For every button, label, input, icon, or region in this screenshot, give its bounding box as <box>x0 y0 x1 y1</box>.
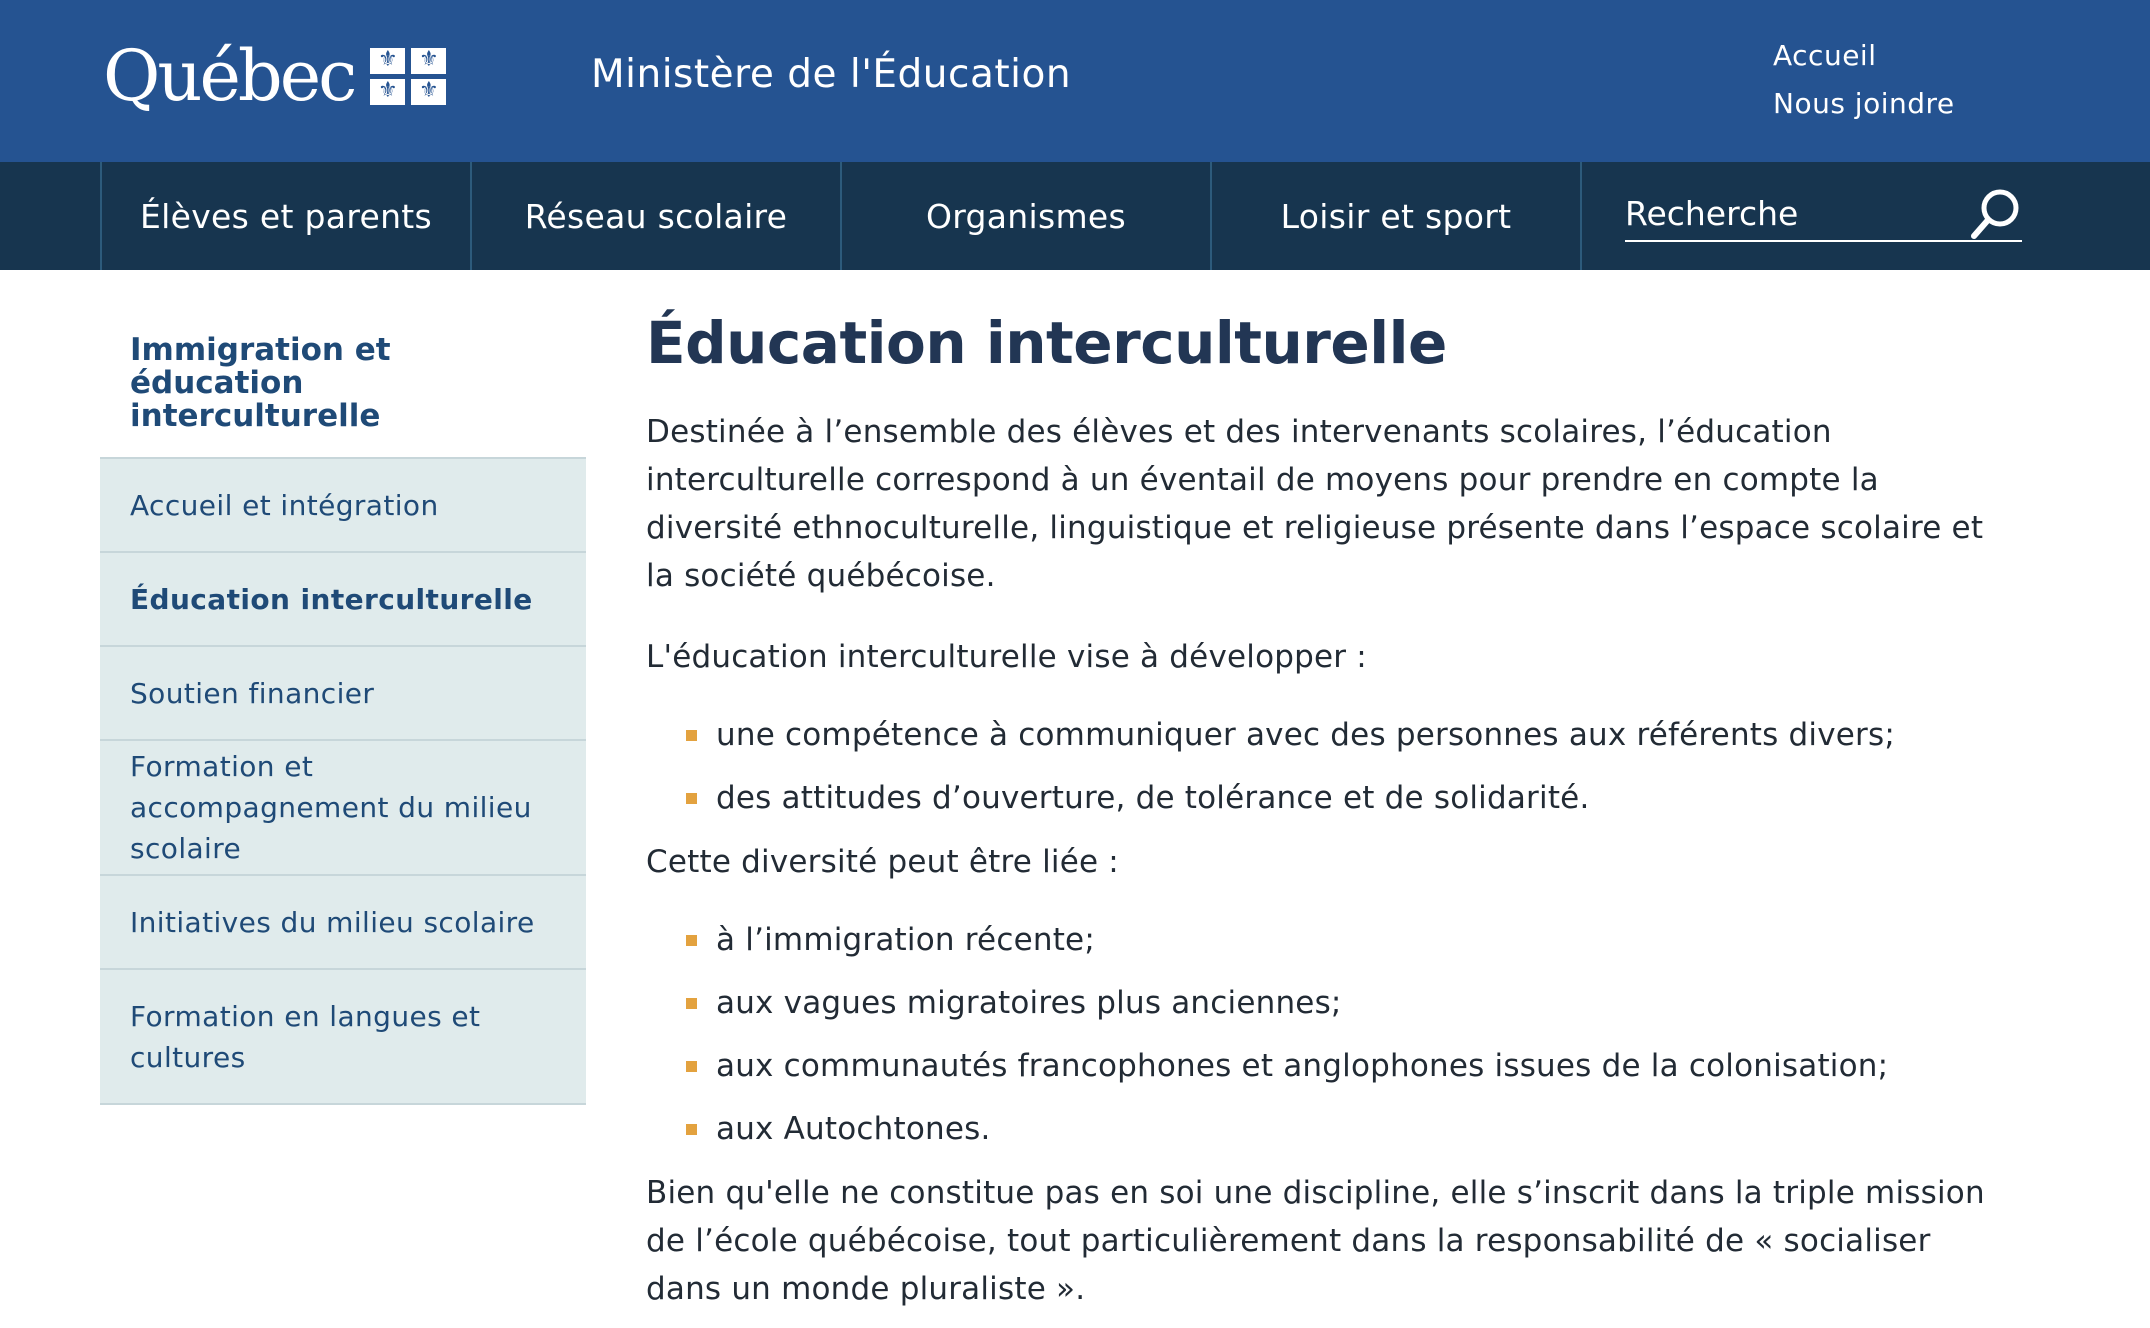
sidebar-item-formation-accompagnement[interactable]: Formation et accompagnement du milieu scolaire <box>100 741 586 876</box>
sidebar-item-initiatives[interactable]: Initiatives du milieu scolaire <box>100 876 586 970</box>
list-item: à l’immigration récente; <box>716 916 1986 964</box>
page-title: Éducation interculturelle <box>646 309 1447 377</box>
nav-item-organismes[interactable]: Organismes <box>840 162 1210 270</box>
quebec-logo[interactable] <box>103 36 446 116</box>
utility-links <box>1773 32 1955 128</box>
closing-paragraph: Bien qu'elle ne constitue pas en soi une discipline, elle s’inscrit dans la triple mission de l’école québécoise, tout particulièrement dans la responsabilité de « socialiser dans un monde pluraliste ». <box>646 1175 1985 1307</box>
list-item: des attitudes d’ouverture, de tolérance et de solidarité. <box>716 774 1986 822</box>
list-item: aux communautés francophones et anglophones issues de la colonisation; <box>716 1042 1986 1090</box>
sidebar-item-accueil-integration[interactable]: Accueil et intégration <box>100 459 586 553</box>
list-item: aux Autochtones. <box>716 1105 1986 1153</box>
contact-link[interactable]: Nous joindre <box>1773 87 1955 120</box>
logo-wordmark: Québec <box>103 35 355 117</box>
nav-item-eleves-parents[interactable]: Élèves et parents <box>100 162 470 270</box>
search-input[interactable] <box>1625 186 1965 240</box>
intro-paragraph: Destinée à l’ensemble des élèves et des intervenants scolaires, l’éducation interculturelle correspond à un éventail de moyens pour prendre en compte la diversité ethnoculturelle, linguistique et religieuse présente dans l’espace scolaire et la société québécoise. <box>646 414 1984 594</box>
search-field <box>1625 186 2022 242</box>
ministry-title[interactable]: Ministère de l'Éducation <box>591 52 1072 97</box>
sidebar-menu <box>100 457 586 1105</box>
site-header <box>0 0 2150 162</box>
sidebar-item-education-interculturelle[interactable]: Éducation interculturelle <box>100 553 586 647</box>
sidebar-title[interactable]: Immigration et éducation interculturelle <box>130 332 391 434</box>
list-item: aux vagues migratoires plus anciennes; <box>716 979 1986 1027</box>
sidebar-item-langues-cultures[interactable]: Formation en langues et cultures <box>100 970 586 1105</box>
search-icon[interactable] <box>1968 186 2022 240</box>
diversity-lead: Cette diversité peut être liée : <box>646 844 1119 880</box>
fleur-de-lis-flag-icon <box>370 48 446 105</box>
main-nav <box>0 162 2150 270</box>
diversity-list <box>646 916 1986 1153</box>
aims-lead: L'éducation interculturelle vise à développer : <box>646 639 1367 675</box>
home-link[interactable]: Accueil <box>1773 39 1877 72</box>
main-content <box>646 302 1986 1313</box>
sidebar-item-soutien-financier[interactable]: Soutien financier <box>100 647 586 741</box>
list-item: une compétence à communiquer avec des personnes aux référents divers; <box>716 711 1986 759</box>
nav-item-reseau-scolaire[interactable]: Réseau scolaire <box>470 162 840 270</box>
search-box <box>1580 162 2020 270</box>
aims-list <box>646 711 1986 822</box>
nav-item-loisir-sport[interactable]: Loisir et sport <box>1210 162 1580 270</box>
sidebar <box>100 322 586 1105</box>
